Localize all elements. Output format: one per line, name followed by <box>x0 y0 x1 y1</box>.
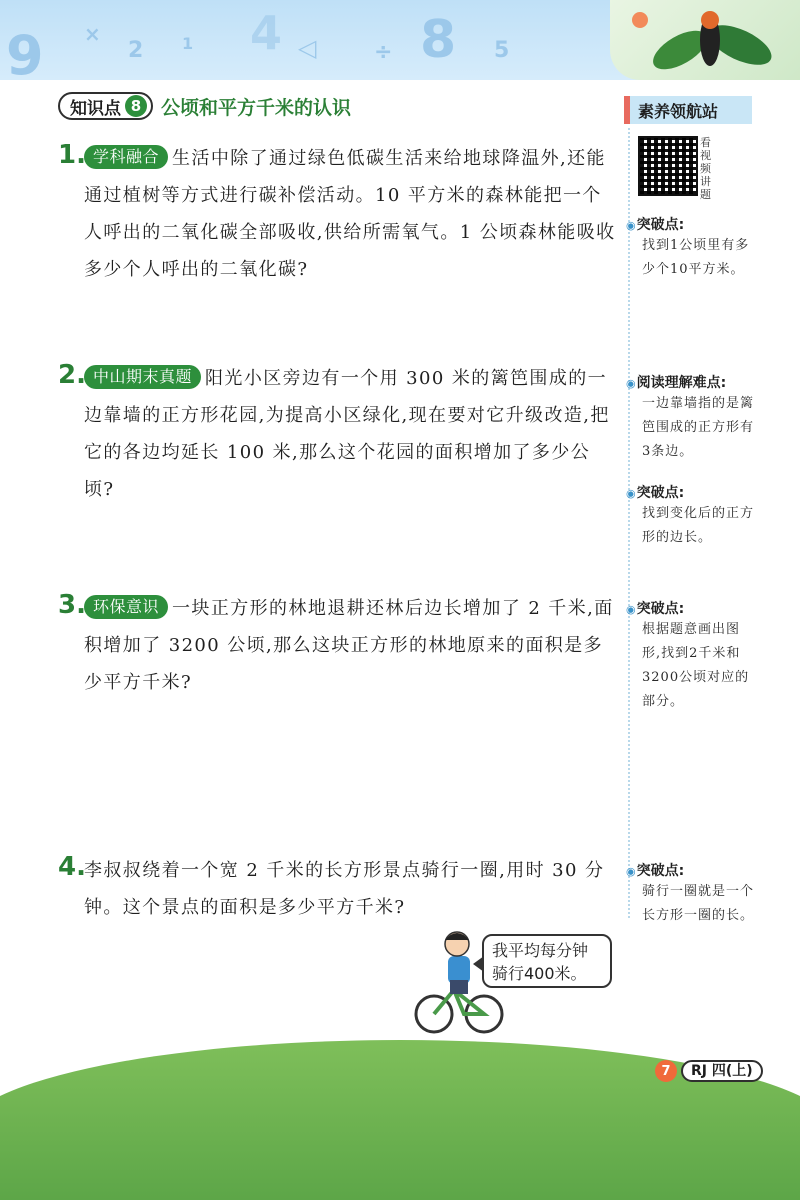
tip-body: 根据题意画出图形,找到2千米和3200公顷对应的部分。 <box>642 622 750 709</box>
tip-body: 找到变化后的正方形的边长。 <box>642 506 755 545</box>
question-text <box>84 360 618 508</box>
question-text <box>84 590 618 701</box>
topic-number-badge: 8 <box>125 95 147 117</box>
question-badge: 中山期末真题 <box>84 365 201 389</box>
grade-label: RJ 四(上) <box>681 1060 763 1082</box>
leaf-decoration <box>610 0 800 80</box>
question-badge: 环保意识 <box>84 595 168 619</box>
plant-illustration-icon <box>610 0 800 80</box>
decorative-digit: × <box>84 22 101 46</box>
question-1 <box>58 140 618 288</box>
question-2 <box>58 360 618 508</box>
question-body: 一块正方形的林地退耕还林后边长增加了 2 千米,面积增加了 3200 公顷,那么这块正方形的林地原来的面积是多少平方千米? <box>84 598 614 693</box>
question-body: 李叔叔绕着一个宽 2 千米的长方形景点骑行一圈,用时 30 分钟。这个景点的面积是多少平方千米? <box>84 860 605 918</box>
page-number: 7 <box>655 1060 677 1082</box>
pencil-icon <box>624 96 630 124</box>
question-number: 4. <box>58 852 86 882</box>
tip-body: 一边靠墙指的是篱笆围成的正方形有3条边。 <box>642 396 755 459</box>
question-body: 生活中除了通过绿色低碳生活来给地球降温外,还能通过植树等方式进行碳补偿活动。10 平方米的森林能把一个人呼出的二氧化碳全部吸收,供给所需氧气。1 公顷森林能吸收多少个人呼出的二氧化碳? <box>84 148 616 280</box>
sidebar-header <box>624 96 752 124</box>
speech-bubble: 我平均每分钟骑行400米。 <box>482 934 612 988</box>
decorative-digit: ◁ <box>298 34 317 62</box>
header-band <box>0 0 800 80</box>
question-text <box>84 140 618 288</box>
topic-label: 知识点 <box>70 98 121 119</box>
decorative-digit: 9 <box>6 24 44 80</box>
topic-pill <box>58 92 153 120</box>
question-number: 1. <box>58 140 86 170</box>
topic-heading <box>58 92 351 120</box>
question-3 <box>58 590 618 701</box>
page-tag <box>655 1060 763 1082</box>
question-number: 3. <box>58 590 86 620</box>
tip-title: ◉ 突破点: <box>626 214 756 234</box>
question-badge: 学科融合 <box>84 145 168 169</box>
question-text <box>84 852 618 926</box>
tip-title: ◉ 突破点: <box>626 860 756 880</box>
tip-body: 骑行一圈就是一个长方形一圈的长。 <box>642 884 755 923</box>
topic-title: 公顷和平方千米的认识 <box>161 96 352 119</box>
decorative-digit: 2 <box>128 38 144 63</box>
qr-label: 看视频讲题 <box>700 136 711 201</box>
tip-5 <box>626 860 756 928</box>
decorative-digit: 1 <box>182 34 194 53</box>
question-body: 阳光小区旁边有一个用 300 米的篱笆围成的一边靠墙的正方形花园,为提高小区绿化,现在要对它升级改造,把它的各边均延长 100 米,那么这个花园的面积增加了多少公顷? <box>84 368 610 500</box>
decorative-digit: ÷ <box>374 40 393 65</box>
question-number: 2. <box>58 360 86 390</box>
decorative-digit: 5 <box>494 38 510 63</box>
question-4 <box>58 852 618 926</box>
decorative-digit: 4 <box>250 6 283 60</box>
tip-title: ◉ 突破点: <box>626 482 756 502</box>
decorative-digit: 8 <box>420 10 457 70</box>
tip-3 <box>626 482 756 550</box>
tip-1 <box>626 214 756 282</box>
tip-title: ◉ 突破点: <box>626 598 756 618</box>
sidebar-title: 素养领航站 <box>638 101 719 121</box>
tip-title: ◉ 阅读理解难点: <box>626 372 756 392</box>
tip-2 <box>626 372 756 464</box>
tip-body: 找到1公顷里有多少个10平方米。 <box>642 238 750 277</box>
qr-code-icon[interactable] <box>638 136 698 196</box>
tip-4 <box>626 598 756 714</box>
